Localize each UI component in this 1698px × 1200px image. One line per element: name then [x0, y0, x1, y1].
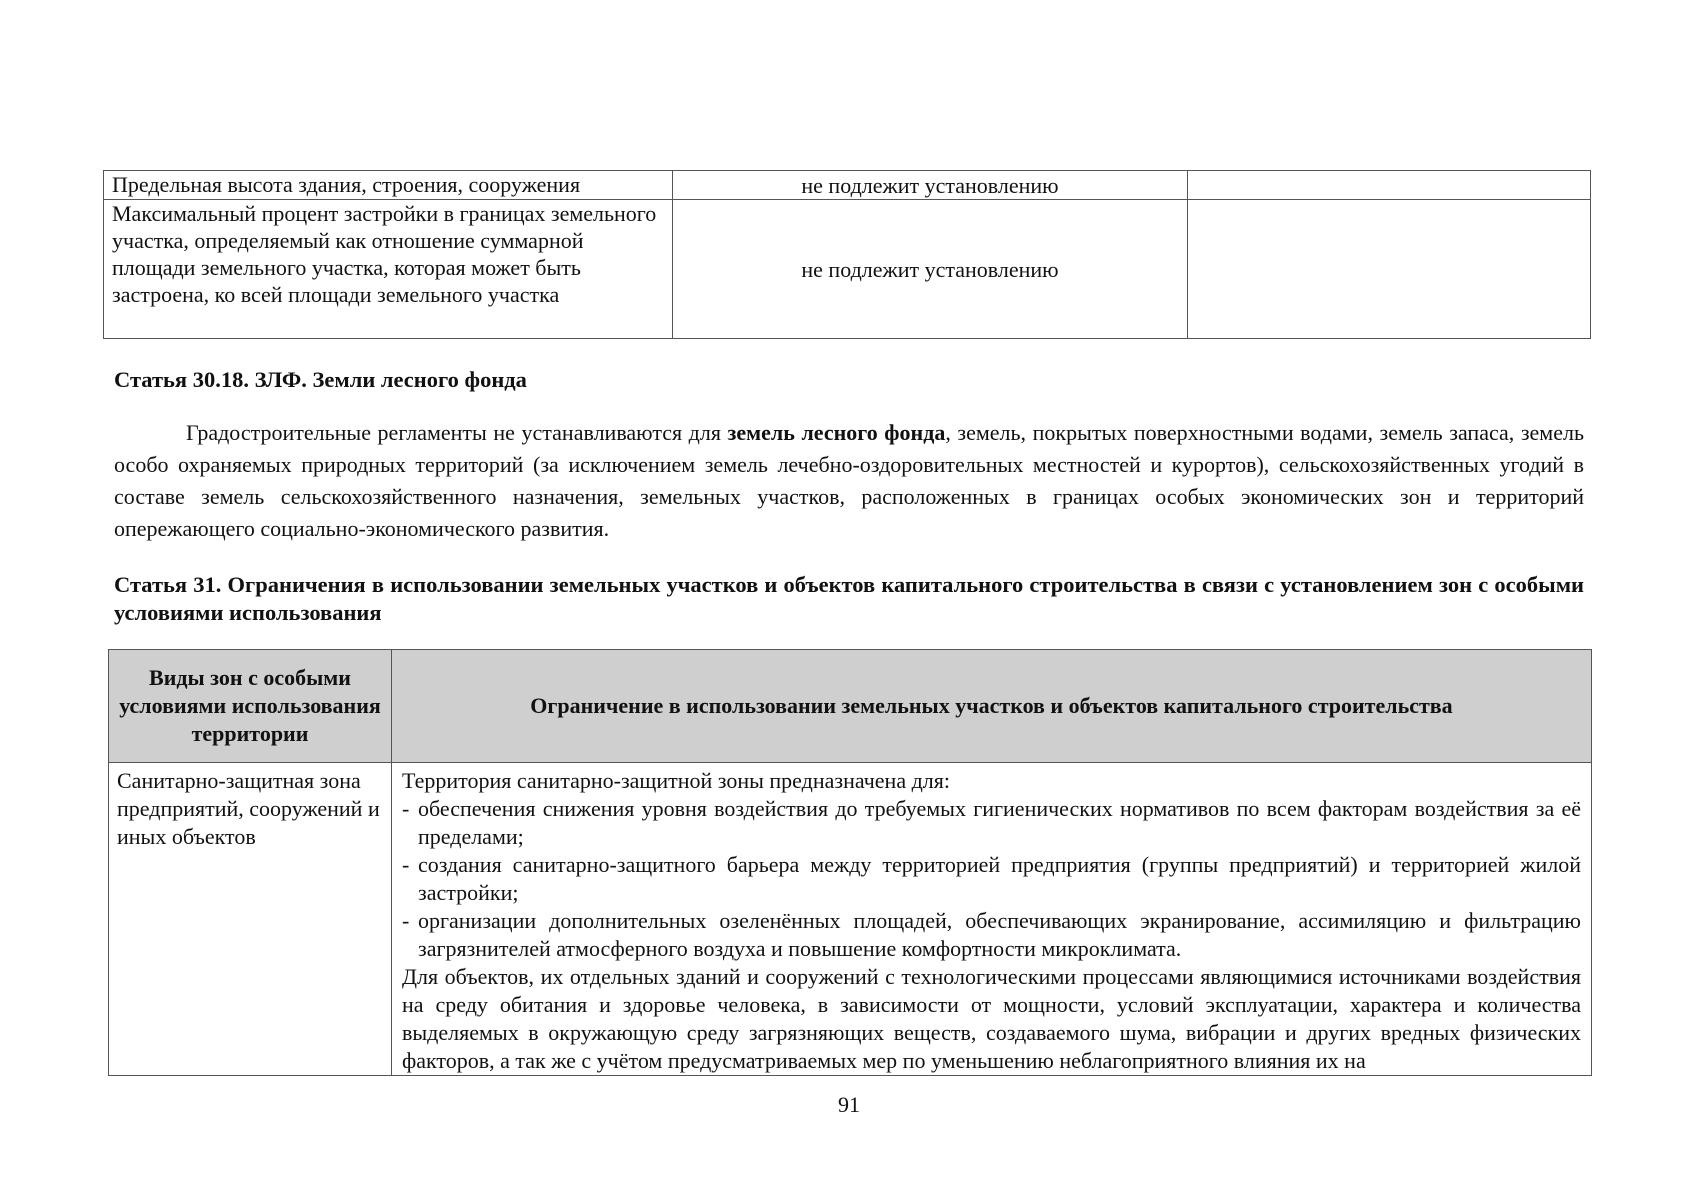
restriction-continuation: Для объектов, их отдельных зданий и сооружений с технологическими процессами являющимися источниками воздействия на среду обитания и здоровье человека, в зависимости от мощности, условий эксплуатации, характера и количества выделяемых в окружающую среду загрязняющих веществ, создаваемого шума, вибрации и других вредных физических факторов, а так же с учётом предусматриваемых мер по уменьшению неблагоприятного влияния их на	[402, 964, 1581, 1073]
table-row	[104, 200, 1591, 339]
restriction-list	[402, 795, 1581, 963]
zone-name-cell: Санитарно-защитная зона предприятий, сооружений и иных объектов	[109, 763, 392, 1076]
restriction-cell	[392, 763, 1592, 1076]
parameter-note-cell	[1188, 200, 1591, 339]
zones-restrictions-table	[108, 649, 1592, 1076]
parameters-table	[103, 170, 1591, 339]
list-item: - организации дополнительных озеленённых площадей, обеспечивающих экранирование, ассимиляцию и фильтрацию загрязнителей атмосферного воздуха и повышение комфортности микроклимата.	[402, 907, 1581, 963]
table-row	[109, 763, 1592, 1076]
restriction-intro: Территория санитарно-защитной зоны предназначена для:	[402, 768, 950, 793]
parameter-note-cell	[1188, 171, 1591, 200]
parameter-value-cell: не подлежит установлению	[673, 171, 1188, 200]
paragraph-text-start: Градостроительные регламенты не устанавливаются для	[186, 420, 728, 445]
parameter-name-cell: Максимальный процент застройки в границах земельного участка, определяемый как отношение суммарной площади земельного участка, которая может быть застроена, ко всей площади земельного участка	[104, 200, 673, 339]
header-zone-types: Виды зон с особыми условиями использования территории	[109, 650, 392, 763]
list-item: - обеспечения снижения уровня воздействия до требуемых гигиенических нормативов по всем факторам воздействия за её пределами;	[402, 795, 1581, 851]
paragraph-bold-term: земель лесного фонда	[727, 420, 946, 445]
table-row	[104, 171, 1591, 200]
article-31-title: Статья 31. Ограничения в использовании земельных участков и объектов капитального строительства в связи с установлением зон с особыми условиями использования	[114, 572, 1584, 625]
header-restrictions: Ограничение в использовании земельных участков и объектов капитального строительства	[392, 650, 1592, 763]
article-30-18-title: Статья 30.18. ЗЛФ. Земли лесного фонда	[114, 367, 527, 392]
parameter-value-cell: не подлежит установлению	[673, 200, 1188, 339]
list-item: - создания санитарно-защитного барьера между территорией предприятия (группы предприятий) и территорией жилой застройки;	[402, 851, 1581, 907]
article-30-18-paragraph	[114, 417, 1584, 545]
table-header-row	[109, 650, 1592, 763]
paragraph-text-end: , земель, покрытых поверхностными водами, земель запаса, земель особо охраняемых природных территорий (за исключением земель лечебно-оздоровительных местностей и курортов), сельскохозяйственных угодий в составе земель сельскохозяйственного назначения, земельных участков, расположенных в границах особых экономических зон и территорий опережающего социально-экономического развития.	[114, 420, 1584, 541]
page-number: 91	[838, 1092, 860, 1117]
parameter-name-cell: Предельная высота здания, строения, сооружения	[104, 171, 673, 200]
